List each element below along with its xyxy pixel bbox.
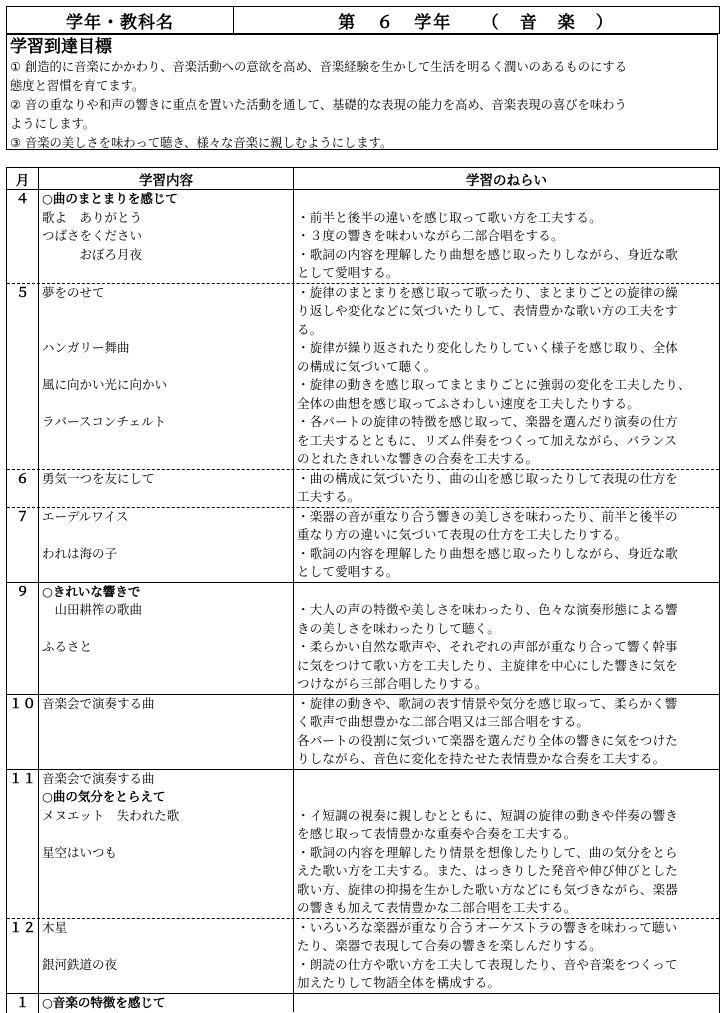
aim-cell: に気をつけて歌い方を工夫したり、主旋律を中心にした響きに気を <box>297 657 679 673</box>
table-row <box>39 583 719 602</box>
table-row <box>39 284 719 303</box>
table-row <box>39 395 719 414</box>
content-cell: 銀河鉄道の夜 <box>39 956 294 975</box>
table-row <box>39 657 719 676</box>
header-bar <box>6 6 720 34</box>
aim-cell: ・朗読の仕方や歌い方を工夫して表現したり、音や音楽をつくって <box>297 956 678 972</box>
content-cell <box>39 526 294 545</box>
content-cell <box>39 862 294 881</box>
aim-cell: ・柔らかい自然な歌声や、それぞれの声部が重なり合って響く幹事 <box>297 639 678 654</box>
aim-cell <box>294 788 719 807</box>
content-cell <box>39 432 294 451</box>
header-content: 学習内容 <box>39 168 294 189</box>
table-row <box>39 713 719 732</box>
content-cell: ふるさと <box>39 638 294 657</box>
month-cell: １２ <box>7 919 39 993</box>
content-cell <box>39 974 294 993</box>
aim-cell: ・３度の響きを味わいながら二部合唱をする。 <box>297 228 564 243</box>
aim-cell: ・いろいろな楽器が重なり合うオーケストラの響きを味わって聴い <box>297 919 678 935</box>
content-cell: 音楽会で演奏する曲 <box>39 695 294 714</box>
content-cell <box>39 937 294 956</box>
aim-cell: ・大人の声の特徴や美しさを味わったり、色々な演奏形態による響 <box>297 602 678 617</box>
month-block <box>7 695 719 770</box>
table-row <box>39 788 719 807</box>
table-row <box>39 750 719 769</box>
aim-cell: ・旋律が繰り返されたり変化したりしていく様子を感じ取り、全体 <box>297 340 679 355</box>
curriculum-table <box>6 167 720 1013</box>
goal-line: ① 創造的に音楽にかかわり、音楽活動への意欲を高め、音楽経験を生かして生活を明るく潤いのあるものにする <box>10 60 627 74</box>
aim-cell: ・歌詞の内容を理解したり情景を想像したりして、曲の気分をとら <box>297 844 678 860</box>
table-row <box>39 376 719 395</box>
goals-section <box>6 34 718 150</box>
content-cell <box>39 302 294 321</box>
aim-cell: く歌声で曲想豊かな二部合唱又は三部合唱をする。 <box>297 714 590 729</box>
content-cell: ○きれいな響きで <box>39 583 294 602</box>
grade-subject-label: 学年・教科名 <box>7 7 234 33</box>
month-block <box>7 770 719 919</box>
table-row <box>39 321 719 340</box>
table-row <box>39 862 719 881</box>
goal-line: ② 音の重なりや和声の響きに重点を置いた活動を通して、基礎的な表現の能力を高め、音楽表現の喜びを味わう <box>10 98 627 112</box>
content-cell: ○曲の気分をとらえて <box>39 788 294 807</box>
aim-cell: として愛唱する。 <box>297 564 399 579</box>
table-row <box>39 190 719 209</box>
table-row <box>39 899 719 918</box>
aim-cell <box>294 770 719 789</box>
content-cell: メヌエット 失われた歌 <box>39 807 294 826</box>
content-cell: 夢をのせて <box>39 284 294 303</box>
content-cell: ○曲のまとまりを感じて <box>39 190 294 209</box>
table-row <box>39 413 719 432</box>
goal-line: 態度と習慣を育てます。 <box>10 79 145 93</box>
aim-cell: ・歌詞の内容を理解したり曲想を感じ取ったりしながら、身近な歌 <box>297 545 679 561</box>
aim-cell: ・前半と後半の違いを感じ取って歌い方を工夫する。 <box>297 209 602 225</box>
aim-cell: を感じ取って表情豊かな重奏や合奏を工夫する。 <box>297 826 577 841</box>
aim-cell: ・各パートの旋律の特徴を感じ取って、楽器を選んだり演奏の仕方 <box>297 414 678 429</box>
content-cell: おぼろ月夜 <box>39 246 294 265</box>
table-row <box>39 488 719 507</box>
table-row <box>39 432 719 451</box>
content-cell: 勇気一つを友にして <box>39 470 294 489</box>
month-cell: ５ <box>7 284 39 469</box>
content-cell <box>39 488 294 507</box>
month-cell: ７ <box>7 508 39 582</box>
table-header <box>7 167 719 190</box>
table-row <box>39 563 719 582</box>
month-cell: １ <box>7 994 39 1013</box>
month-block <box>7 508 719 583</box>
month-block <box>7 583 719 695</box>
content-cell <box>39 450 294 469</box>
content-cell: ハンガリー舞曲 <box>39 339 294 358</box>
table-row <box>39 732 719 751</box>
content-cell <box>39 881 294 900</box>
table-row <box>39 770 719 789</box>
table-row <box>39 956 719 975</box>
header-aim: 学習のねらい <box>466 172 547 189</box>
table-row <box>39 807 719 826</box>
table-row <box>39 470 719 489</box>
content-cell: 山田耕筰の歌曲 <box>39 601 294 620</box>
table-row <box>39 545 719 564</box>
month-cell: ６ <box>7 470 39 507</box>
aim-cell: 重なり方の違いに気づいて表現の仕方を工夫したりする。 <box>297 527 628 542</box>
table-row <box>39 994 719 1013</box>
table-row <box>39 695 719 714</box>
content-cell: エーデルワイス <box>39 508 294 527</box>
content-cell <box>39 732 294 751</box>
content-cell <box>39 750 294 769</box>
content-cell <box>39 264 294 283</box>
table-row <box>39 601 719 620</box>
month-block <box>7 284 719 470</box>
goal-line: ようにします。 <box>10 117 96 131</box>
content-cell <box>39 321 294 340</box>
aim-cell: たり、楽器で表現して合奏の響きを楽しんだりする。 <box>297 938 602 953</box>
content-cell: 木星 <box>39 919 294 938</box>
aim-cell: り返しや変化などに気づいたりして、表情豊かな歌い方の工夫をす <box>297 303 678 318</box>
aim-cell: のとれたきれいな響きの合奏を工夫する。 <box>297 451 539 466</box>
table-row <box>39 264 719 283</box>
aim-cell: 工夫する。 <box>297 489 361 504</box>
aim-cell <box>294 190 719 209</box>
table-row <box>39 227 719 246</box>
aim-cell: ・曲の構成に気づいたり、曲の山を感じ取ったりして表現の仕方を <box>297 470 679 486</box>
aim-cell: ・歌詞の内容を理解したり曲想を感じ取ったりしながら、身近な歌 <box>297 246 679 262</box>
content-cell <box>39 563 294 582</box>
table-row <box>39 508 719 527</box>
table-row <box>39 339 719 358</box>
content-cell: 歌よ ありがとう <box>39 209 294 228</box>
month-cell: １０ <box>7 695 39 769</box>
header-month: 月 <box>7 168 39 189</box>
table-row <box>39 675 719 694</box>
aim-cell: ・イ短調の視奏に親しむとともに、短調の旋律の動きや伴奏の響き <box>297 807 679 823</box>
content-cell <box>39 657 294 676</box>
aim-cell: ・旋律の動きを感じ取ってまとまりごとに強弱の変化を工夫したり、 <box>297 377 691 392</box>
aim-cell: きの美しさを味わったりして聴く。 <box>297 620 500 636</box>
aim-cell: 加えたりして物語全体を構成する。 <box>297 975 501 990</box>
goals-title: 学習到達目標 <box>10 37 112 57</box>
aim-cell: ・旋律のまとまりを感じ取って歌ったり、まとまりごとの旋律の繰 <box>297 284 679 300</box>
month-block <box>7 919 719 994</box>
content-cell <box>39 620 294 639</box>
content-cell <box>39 899 294 918</box>
content-cell <box>39 675 294 694</box>
table-row <box>39 638 719 657</box>
aim-cell: えた歌い方を工夫する。また、はっきりした発音や伸び伸びとした <box>297 863 679 878</box>
table-row <box>39 358 719 377</box>
table-row <box>39 246 719 265</box>
table-row <box>39 302 719 321</box>
aim-cell: を工夫するとともに、リズム伴奏をつくって加えながら、バランス <box>297 432 678 448</box>
aim-cell: 歌い方、旋律の抑揚を生かした歌い方などにも気づきながら、楽器 <box>297 881 679 897</box>
month-cell: ９ <box>7 583 39 694</box>
month-block <box>7 470 719 508</box>
content-cell <box>39 395 294 414</box>
aim-cell <box>294 583 719 602</box>
table-row <box>39 209 719 228</box>
month-block <box>7 190 719 284</box>
aim-cell: 全体の曲想を感じ取ってふさわしい速度を工夫したりする。 <box>297 395 640 411</box>
content-cell: ○音楽の特徴を感じて <box>39 994 294 1013</box>
content-cell: つばさをください <box>39 227 294 246</box>
aim-cell: ・楽器の音が重なり合う響きの美しさを味わったり、前半と後半の <box>297 508 678 524</box>
content-cell <box>39 358 294 377</box>
goal-line: ③ 音楽の美しさを味わって聴き、様々な音楽に親しむようにします。 <box>10 136 393 150</box>
aim-cell: ・旋律の動きや、歌詞の表す情景や気分を感じ取って、柔らかく響 <box>297 695 678 711</box>
table-row <box>39 844 719 863</box>
content-cell: ラバースコンチェルト <box>39 413 294 432</box>
content-cell: 星空はいつも <box>39 844 294 863</box>
aim-cell: として愛唱する。 <box>297 265 399 280</box>
aim-cell: の響きも加えて表情豊かな二部合唱を工夫する。 <box>297 900 577 915</box>
table-row <box>39 526 719 545</box>
grade-subject-value: 第 ６ 学年 （ 音 楽 ） <box>338 12 615 33</box>
table-row <box>39 919 719 938</box>
table-row <box>39 881 719 900</box>
aim-cell: つけながら三部合唱したりする。 <box>297 676 488 691</box>
month-block <box>7 994 719 1013</box>
aim-cell: 各パートの役割に気づいて楽器を選んだり全体の響きに気をつけた <box>297 732 679 748</box>
content-cell <box>39 713 294 732</box>
table-row <box>39 450 719 469</box>
aim-cell: りしながら、音色に変化を持たせた表情豊かな合奏を工夫する。 <box>297 751 666 766</box>
month-cell: １１ <box>7 770 39 918</box>
aim-cell <box>294 994 719 1013</box>
content-cell <box>39 825 294 844</box>
content-cell: われは海の子 <box>39 545 294 564</box>
aim-cell: る。 <box>297 321 323 337</box>
aim-cell: の構成に気づいて聴く。 <box>297 358 437 374</box>
table-row <box>39 974 719 993</box>
table-row <box>39 825 719 844</box>
month-cell: ４ <box>7 190 39 283</box>
table-row <box>39 937 719 956</box>
content-cell: 風に向かい光に向かい <box>39 376 294 395</box>
content-cell: 音楽会で演奏する曲 <box>39 770 294 789</box>
table-row <box>39 620 719 639</box>
